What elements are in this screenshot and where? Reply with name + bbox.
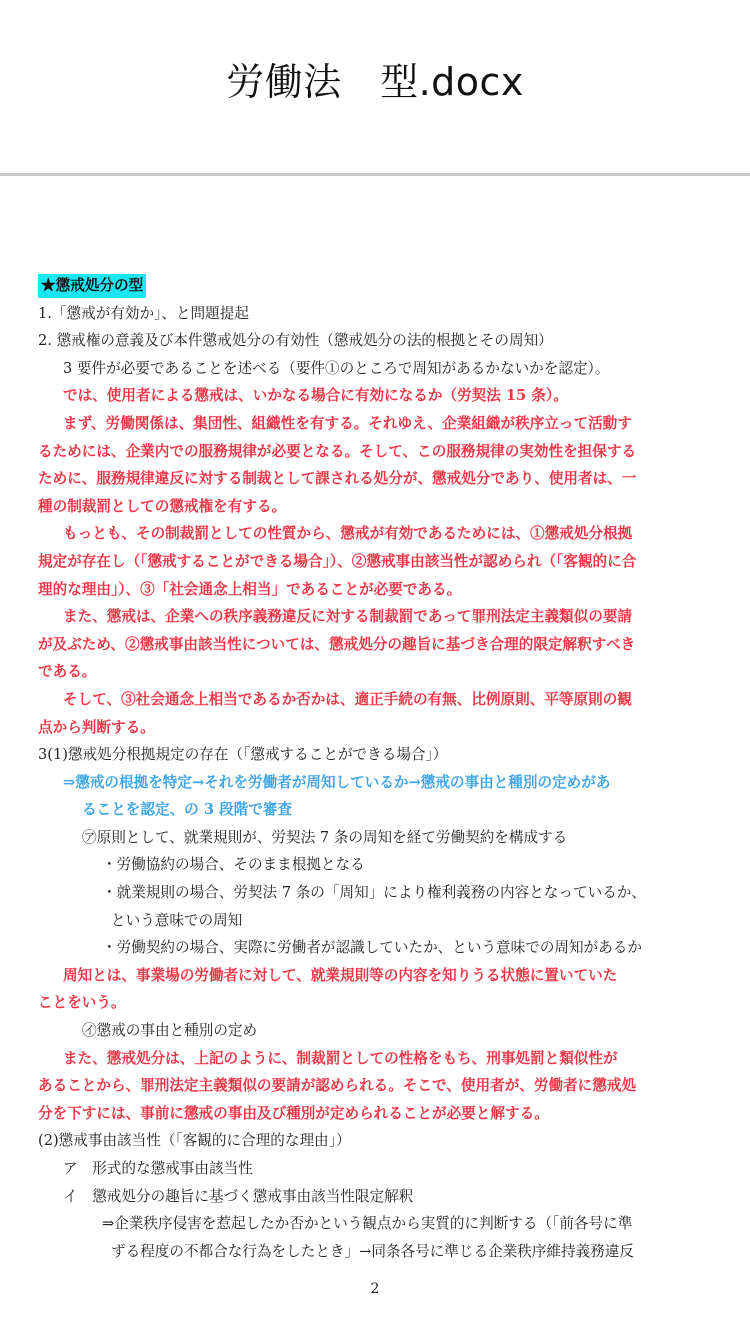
document-page[interactable] [0,180,750,1334]
text-line: 3(1)懲戒処分根拠規定の存在（「懲戒することができる場合」） [38,746,448,764]
text-line: そして、③社会通念上相当であるか否かは、適正手続の有無、比例原則、平等原則の観 [63,690,632,708]
page-number: 2 [370,1281,380,1297]
text-line: あることから、罪刑法定主義類似の要請が認められる。そこで、使用者が、労働者に懲戒処 [38,1077,637,1095]
text-line: 3 要件が必要であることを述べる（要件①のところで周知があるかないかを認定）。 [63,359,610,377]
text-line: また、懲戒処分は、上記のように、制裁罰としての性格をもち、刑事処罰と類似性が [63,1049,618,1067]
text-line: ア 形式的な懲戒事由該当性 [63,1160,253,1177]
text-line: ために、服務規律違反に対する制裁として課される処分が、懲戒処分であり、使用者は、一 [38,470,637,488]
text-line: まず、労働関係は、集団性、組織性を有する。それゆえ、企業組織が秩序立って活動す [63,414,632,432]
text-line: ⇒企業秩序侵害を惹起したか否かという観点から実質的に判断する（「前各号に準 [102,1215,633,1233]
text-line: イ 懲戒処分の趣旨に基づく懲戒事由該当性限定解釈 [63,1187,414,1205]
text-line: ことをいう。 [38,994,126,1012]
text-line: が及ぶため、②懲戒事由該当性については、懲戒処分の趣旨に基づき合理的限定解釈すべき [38,635,636,653]
text-line: 種の制裁罰としての懲戒権を有する。 [38,497,287,515]
text-line: ⇒懲戒の根拠を特定→それを労働者が周知しているか→懲戒の事由と種別の定めがあ [63,773,611,791]
text-line: では、使用者による懲戒は、いかなる場合に有効になるか（労契法 15 条）。 [63,387,568,405]
text-line: 2. 懲戒権の意義及び本件懲戒処分の有効性（懲戒処分の法的根拠とその周知） [38,332,553,350]
text-line: という意味での周知 [111,911,243,929]
document-header [0,0,750,176]
text-line: ・労働契約の場合、実際に労働者が認識していたか、という意味での周知があるか [102,939,642,957]
text-line: また、懲戒は、企業への秩序義務違反に対する制裁罰であって罪刑法定主義類似の要請 [63,608,633,626]
text-line: 1.「懲戒が有効か」、と問題提起 [38,304,249,322]
section-heading [38,272,698,300]
text-line: ・就業規則の場合、労契法 7 条の「周知」により権利義務の内容となっているか、 [102,884,646,902]
text-line: ㋑懲戒の事由と種別の定め [82,1022,258,1040]
text-line: ・労働協約の場合、そのまま根拠となる [102,856,365,874]
text-line: 周知とは、事業場の労働者に対して、就業規則等の内容を知りうる状態に置いていた [63,966,618,984]
text-line: 規定が存在し（「懲戒することができる場合」）、②懲戒事由該当性が認められ（「客観的に合 [38,552,637,570]
text-line: (2)懲戒事由該当性（「客観的に合理的な理由」） [38,1132,351,1150]
text-line: 分を下すには、事前に懲戒の事由及び種別が定められることが必要と解する。 [38,1104,549,1122]
text-line: 理的な理由」）、③「社会通念上相当」であることが必要である。 [38,580,462,598]
text-line: 点から判断する。 [38,718,155,736]
text-line: もっとも、その制裁罰としての性質から、懲戒が有効であるためには、①懲戒処分根拠 [63,525,633,543]
text-line: ずる程度の不都合な行為をしたとき」→同条各号に準じる企業秩序維持義務違反 [111,1242,635,1260]
document-title: 労働法 型.docx [226,60,524,104]
text-line: ㋐原則として、就業規則が、労契法 7 条の周知を経て労働契約を構成する [82,828,568,846]
text-line: ることを認定、の 3 段階で審査 [82,801,293,819]
text-line: である。 [38,663,97,681]
document-body [38,272,698,1265]
text-line: るためには、企業内での服務規律が必要となる。そして、この服務規律の実効性を担保する [38,442,637,460]
highlighted-heading: ★懲戒処分の型 [38,274,146,298]
